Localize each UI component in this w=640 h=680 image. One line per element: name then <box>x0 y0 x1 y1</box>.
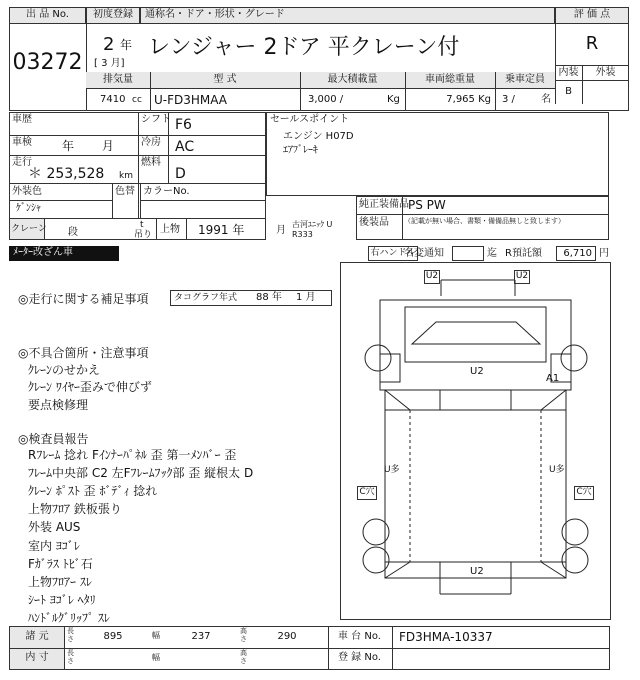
sales-line-2: ｴｱﾌﾞﾚｰｷ <box>283 145 318 156</box>
left-bed-damage: U多 <box>384 465 400 475</box>
equipment-label: 純正装備品 <box>359 199 409 210</box>
report-line-9: ｼｰﾄ ﾖｺﾞﾚ ﾍﾀﾘ <box>28 593 96 607</box>
reg-year-unit: 年 <box>120 38 133 52</box>
report-line-3: ｸﾚｰﾝ ﾎﾟｽﾄ 歪 ﾎﾞﾃﾞｨ 捻れ <box>28 484 158 498</box>
interior-grade-label: 内装 <box>558 67 579 78</box>
length-value: 895 <box>103 631 123 642</box>
color-label: 外装色 <box>12 186 42 197</box>
report-line-5: 外装 AUS <box>28 520 81 534</box>
capacity-label: 乗車定員 <box>505 74 545 85</box>
sales-line-1: エンジン H07D <box>283 131 354 142</box>
model-title-label: 通称名・ドア・形状・グレード <box>145 9 285 20</box>
cab-damage: U2 <box>470 366 484 377</box>
divider <box>328 626 329 670</box>
tacho-year: 88 年 <box>256 292 282 303</box>
report-title: ◎検査員報告 <box>18 432 89 446</box>
lot-no-label: 出 品 No. <box>26 9 69 20</box>
mirror-left-damage: U2 <box>425 271 439 281</box>
divider <box>495 72 496 111</box>
name-change-box <box>452 246 484 261</box>
type-label: 型 式 <box>213 74 237 85</box>
capacity-unit: 名 <box>541 94 551 105</box>
mileage-unit: km <box>119 171 133 181</box>
displacement-label: 排気量 <box>103 74 133 85</box>
crane-stage: 段 <box>68 227 78 238</box>
retrofit-note: （記載が無い場合、書類・備備品無しと致します） <box>404 217 565 225</box>
divider <box>150 72 151 111</box>
divider <box>356 214 609 215</box>
color-value: ｹﾞﾝｼｬ <box>16 203 41 214</box>
right-hole-damage: C穴 <box>576 487 592 497</box>
gross-weight-value: 7,965 Kg <box>446 94 491 105</box>
shift-value: F6 <box>175 117 192 133</box>
upper-maker: 古河ﾕﾆｯｸ U <box>292 220 333 229</box>
defect-line-2: ｸﾚｰﾝ ﾜｲﾔｰ歪みで伸びず <box>28 380 152 394</box>
gross-weight-label: 車両総重量 <box>425 74 475 85</box>
divider <box>138 112 139 218</box>
upper-year: 1991 年 <box>198 223 245 237</box>
divider <box>112 183 113 218</box>
mirror-right-damage: U2 <box>515 271 529 281</box>
divider <box>9 648 610 649</box>
dims-label: 諸 元 <box>25 631 49 642</box>
defect-line-3: 要点検修理 <box>28 398 89 412</box>
reg-month: [ 3 月] <box>94 58 125 69</box>
divider <box>9 648 65 649</box>
divider <box>555 80 629 81</box>
handle-value: 右ハンドル <box>370 248 416 258</box>
mileage-value: ＊ 253,528 <box>28 166 105 182</box>
max-load-label: 最大積載量 <box>327 74 378 85</box>
max-load-unit: Kg <box>387 94 400 105</box>
name-change-until: 迄 <box>487 248 497 259</box>
right-fender-damage: A1 <box>546 373 560 384</box>
reg-no-label: 登 録 No. <box>338 652 381 663</box>
divider <box>9 218 266 219</box>
rating-value: R <box>585 33 599 54</box>
upper-model: R333 <box>292 230 313 239</box>
recycle-value: 6,710 <box>563 248 592 259</box>
upper-month: 月 <box>276 225 286 236</box>
report-line-8: 上物ﾌﾛｱｰ ｽﾚ <box>28 575 92 589</box>
divider <box>140 200 266 201</box>
chassis-label: 車 台 No. <box>338 631 381 642</box>
divider <box>555 65 629 66</box>
report-line-4: 上物ﾌﾛｱ 鉄板張り <box>28 502 122 516</box>
tacho-month: 1 月 <box>296 292 316 303</box>
equipment-value: PS PW <box>408 198 446 212</box>
fuel-value: D <box>175 166 186 182</box>
in-length-label: 長さ <box>67 649 74 665</box>
tampered-meter-badge: ﾒｰﾀｰ改ざん車 <box>9 246 119 261</box>
type-value: U-FD3HMAA <box>154 93 228 107</box>
upper-label: 上物 <box>160 224 180 235</box>
retrofit-label: 後装品 <box>359 217 389 228</box>
in-width-label: 幅 <box>152 653 160 662</box>
left-hole-damage: C穴 <box>359 487 375 497</box>
chassis-value: FD3HMA-10337 <box>399 630 493 644</box>
divider <box>186 218 187 240</box>
first-reg-label: 初度登録 <box>93 9 133 20</box>
color-change-label: 色替 <box>115 186 135 197</box>
divider <box>300 72 301 111</box>
interior-dims-label: 内 寸 <box>25 652 49 663</box>
color-no-label: カラーNo. <box>143 186 190 197</box>
report-line-10: ﾊﾝﾄﾞﾙｸﾞﾘｯﾌﾟ ｽﾚ <box>28 611 110 625</box>
defect-line-1: ｸﾚｰﾝのせかえ <box>28 363 101 377</box>
report-line-2: ﾌﾚｰﾑ中央部 C2 左Fﾌﾚｰﾑﾌｯｸ部 歪 縦根太 D <box>28 466 254 480</box>
crane-tons: t <box>140 220 144 230</box>
supplement-title: ◎走行に関する補足事項 <box>18 292 149 306</box>
report-line-6: 室内 ﾖｺﾞﾚ <box>28 539 80 553</box>
crane-label: クレーン <box>11 224 47 234</box>
divider <box>392 626 393 670</box>
height-value: 290 <box>277 631 297 642</box>
width-value: 237 <box>191 631 211 642</box>
divider <box>86 88 555 89</box>
fuel-label: 燃料 <box>141 157 161 168</box>
name-change-label: 名変通知 <box>404 248 444 259</box>
reg-year: 2 <box>103 34 115 55</box>
ac-label: 冷房 <box>141 137 161 148</box>
ac-value: AC <box>175 139 195 155</box>
inspection-value: 年 月 <box>62 139 114 153</box>
recycle-unit: 円 <box>599 248 609 259</box>
shift-label: シフト <box>141 114 171 125</box>
length-label: 長さ <box>67 627 74 643</box>
defects-title: ◎不具合箇所・注意事項 <box>18 346 149 360</box>
rating-label: 評 価 点 <box>573 9 611 20</box>
lot-number: 03272 <box>12 50 83 75</box>
rear-damage: U2 <box>470 566 484 577</box>
divider <box>156 218 157 240</box>
crane-hang: 吊り <box>134 230 153 240</box>
mileage-label: 走行 <box>12 157 32 168</box>
model-title: レンジャー 2ドア 平クレーン付 <box>148 35 460 60</box>
recycle-label: R預託額 <box>505 248 542 259</box>
capacity-value: 3 / <box>502 94 515 105</box>
in-height-label: 高さ <box>240 649 247 665</box>
max-load-value: 3,000 / <box>308 94 344 105</box>
displacement-value: 7410 <box>100 94 126 105</box>
inspection-label: 車検 <box>12 137 32 148</box>
width-label: 幅 <box>152 631 160 640</box>
tacho-label: タコグラフ年式 <box>174 293 238 303</box>
displacement-unit: cc <box>132 95 142 105</box>
exterior-grade-label: 外装 <box>595 67 616 78</box>
history-label: 車歴 <box>12 114 32 125</box>
height-label: 高さ <box>240 627 247 643</box>
interior-grade: B <box>565 86 572 97</box>
divider <box>9 200 112 201</box>
report-line-7: Fｶﾞﾗｽ ﾄﾋﾞ石 <box>28 557 93 571</box>
report-line-1: Rﾌﾚｰﾑ 捻れ Fｲﾝﾅｰﾊﾟﾈﾙ 歪 第一ﾒﾝﾊﾞｰ 歪 <box>28 448 237 462</box>
right-bed-damage: U多 <box>549 465 565 475</box>
sales-point-title: セールスポイント <box>270 114 350 125</box>
